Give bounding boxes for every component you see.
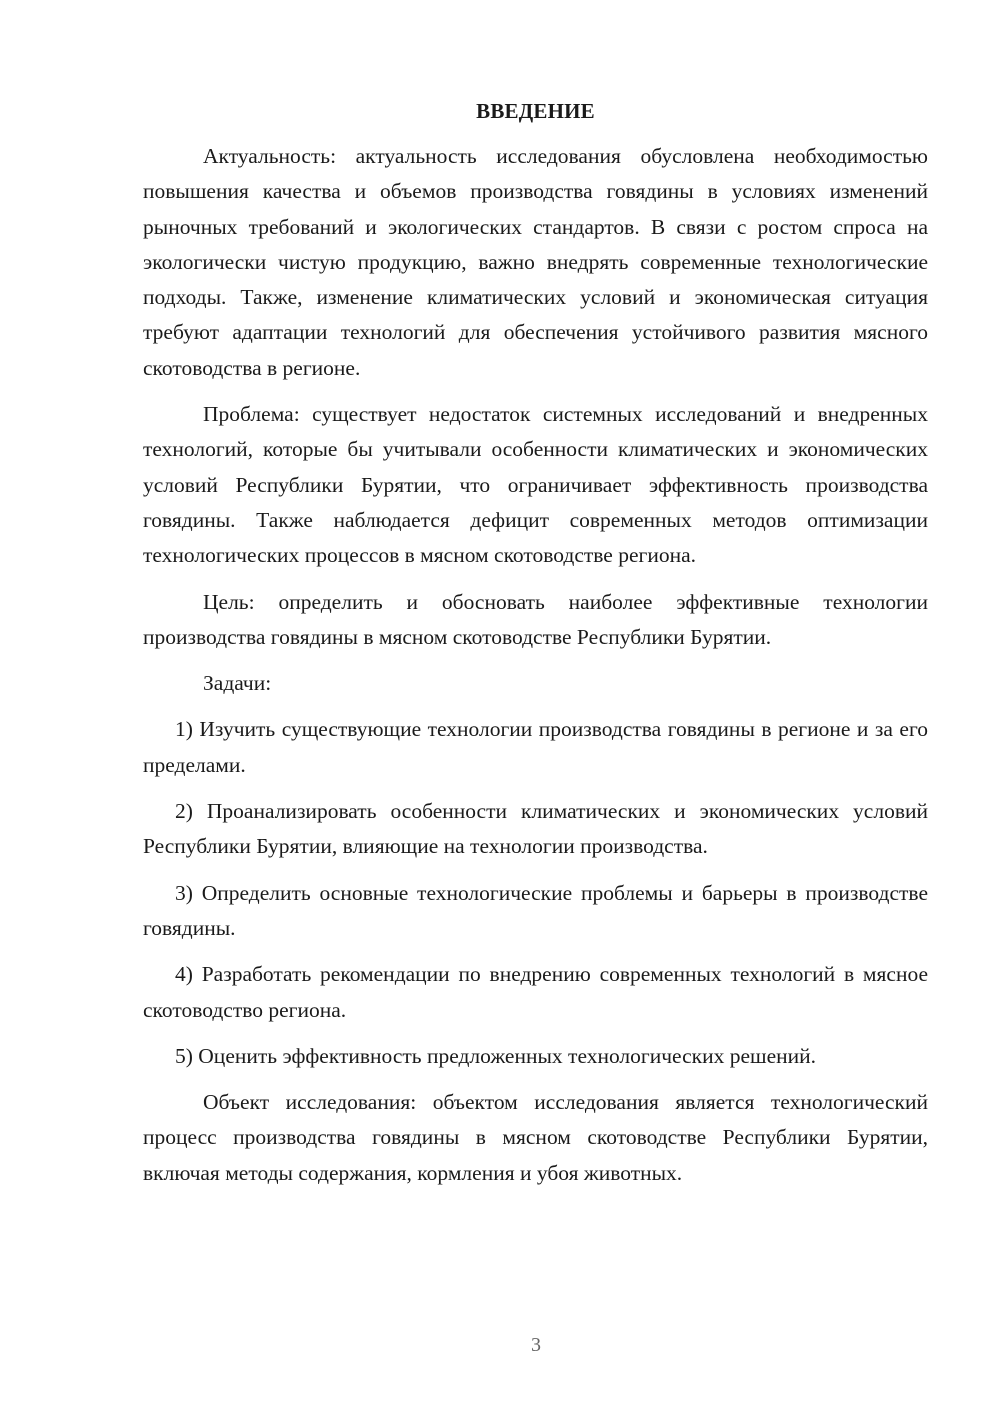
goal-paragraph: Цель: определить и обосновать наиболее эффективные технологии производства говядины в мясном скотоводстве Республики Бурятии. <box>143 589 928 649</box>
problem-paragraph: Проблема: существует недостаток системных исследований и внедренных технологий, которые бы учитывали особенности климатических и экономических условий Республики Бурятии, что ограничивает эффективность производства говядины. Также наблюдается дефицит современных методов оптимизации технологических процессов в мясном скотоводстве региона. <box>143 402 928 568</box>
task-item-1: 1) Изучить существующие технологии производства говядины в регионе и за его пределами. <box>143 717 928 777</box>
object-paragraph: Объект исследования: объектом исследования является технологический процесс производства говядины в мясном скотоводстве Республики Бурятии, включая методы содержания, кормления и убоя животных. <box>143 1090 928 1185</box>
page-number: 3 <box>531 1334 541 1356</box>
document-page <box>143 94 928 1202</box>
task-item-4: 4) Разработать рекомендации по внедрению современных технологий в мясное скотоводство региона. <box>143 962 928 1022</box>
section-title: ВВЕДЕНИЕ <box>476 99 595 123</box>
task-item-3: 3) Определить основные технологические проблемы и барьеры в производстве говядины. <box>143 880 928 940</box>
task-item-2: 2) Проанализировать особенности климатических и экономических условий Республики Бурятии, влияющие на технологии производства. <box>143 799 928 859</box>
tasks-heading: Задачи: <box>203 671 272 696</box>
relevance-paragraph: Актуальность: актуальность исследования обусловлена необходимостью повышения качества и объемов производства говядины в условиях изменений рыночных требований и экологических стандартов. В связи с ростом спроса на экологически чистую продукцию, важно внедрять современные технологические подходы. Также, изменение климатических условий и экономическая ситуация требуют адаптации технологий для обеспечения устойчивого развития мясного скотоводства в регионе. <box>143 144 928 380</box>
task-item-5: 5) Оценить эффективность предложенных технологических решений. <box>175 1043 817 1068</box>
